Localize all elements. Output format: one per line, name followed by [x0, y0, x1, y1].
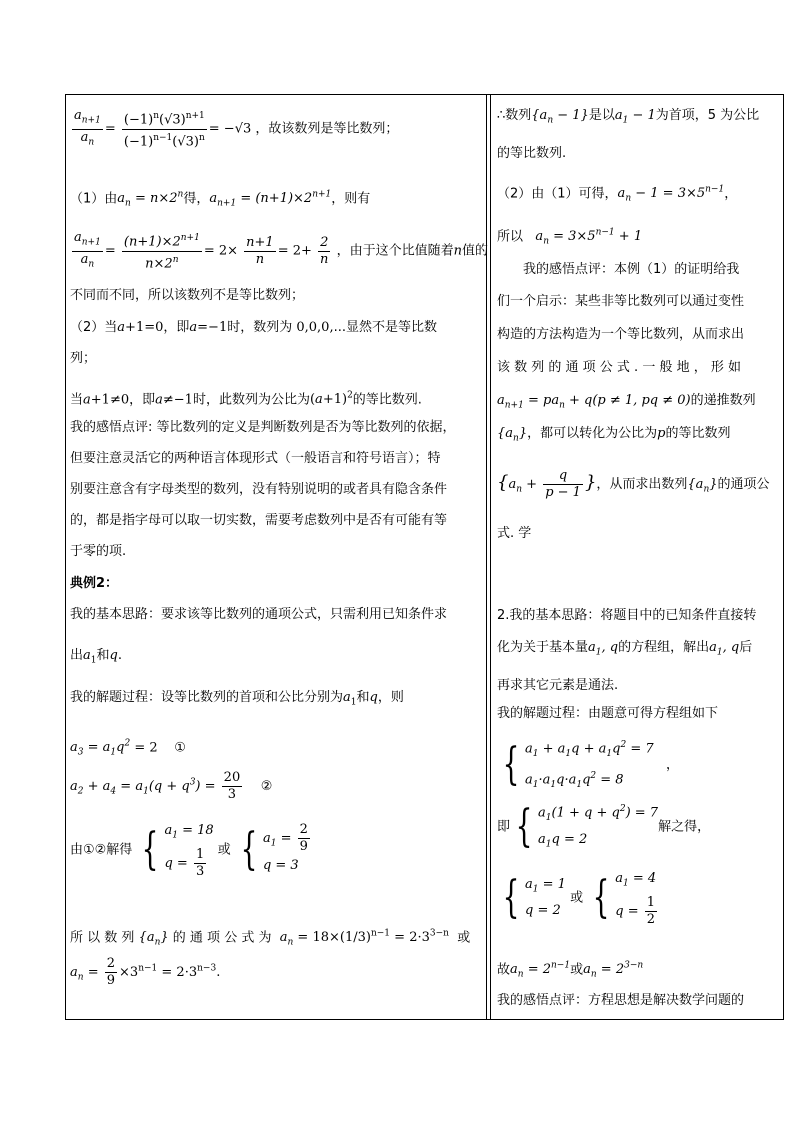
text-line: 2.我的基本思路：将题目中的已知条件直接转 — [497, 608, 757, 623]
text: 是以 — [588, 108, 615, 123]
text: 的递推数列 — [690, 393, 756, 408]
text-line: $a_{n+1} = pa_n + q(p \ne 1$, pq ≠ 0)的递推数列 — [497, 393, 756, 411]
text-line: 们一个启示：某些非等比数列可以通过变性 — [497, 294, 745, 309]
text-line: 出$a_1$和q. — [70, 648, 122, 666]
text: （2）当 — [70, 320, 118, 335]
text-line: 构造的方法构造为一个等比数列，从而求出 — [497, 327, 745, 342]
text-line: 我的基本思路：要求该等比数列的通项公式，只需利用已知条件求 — [70, 607, 448, 622]
circle-label: ② — [260, 779, 273, 794]
text-line: 所以 $a_n = 3\times 5^{n-1} + 1$ — [497, 228, 643, 247]
text-line: 的等比数列. — [497, 146, 567, 161]
text: ，都可以转化为公比为 — [527, 426, 658, 441]
text: 由①②解得 — [70, 842, 133, 858]
text-line: 我的解题过程：由题意可得方程组如下 — [497, 706, 719, 721]
text: ，则有 — [331, 191, 371, 207]
ratio-line: $\frac{a_{n+1}}{a_n}$ = $\frac{(-1)^n(√3)^{n+1}}{(-1)^{n-1}(√3)^n}$ = −√3 ，故该数列是等比数列； — [74, 108, 399, 149]
text-line: 不同而不同，所以该数列不是等比数列； — [70, 288, 305, 303]
text: 的方程组，解出 — [618, 640, 710, 655]
text-line: 所 以 数 列 $\{a_n\}$ 的 通 项 公 式 为 $a_n = 18\times(1/3)^{n-1} = 2\cdot 3^{3-n}$ 或 — [70, 929, 471, 948]
text-line: 列； — [70, 351, 97, 366]
text-line: 我的解题过程：设等比数列的首项和公比分别为$a_1$和q，则 — [70, 690, 404, 708]
text-line: 式. 学 — [497, 526, 532, 541]
text: ，由于这个比值随着 — [336, 243, 454, 259]
text: 得， — [183, 191, 210, 207]
text: ， — [666, 757, 680, 773]
text: 当 — [70, 392, 84, 408]
text: （2）由（1）可得， — [497, 186, 618, 202]
text: 我的解题过程：设等比数列的首项和公比分别为 — [70, 690, 344, 705]
text-line: 该 数 列 的 通 项 公 式 . 一 般 地 ， 形 如 — [497, 360, 741, 375]
text: ，故该数列是等比数列； — [255, 121, 399, 137]
text: 的 通 项 公 式 为 — [172, 930, 272, 946]
text: 为首项，5 为公比 — [655, 108, 760, 123]
text: 后 — [739, 640, 753, 655]
text-line: 再求其它元素是通法. — [497, 678, 619, 693]
text-line: （2）当a+1=0，即a=−1时，数列为 0,0,0,...显然不是等比数 — [70, 320, 437, 335]
text-line: 我的感悟点评：本例（1）的证明给我 — [523, 262, 740, 277]
text: ...显然不是等比数 — [333, 320, 437, 335]
formula-line: $a_n$ = $\frac{2}{9}$ $\times 3^{n-1} = 2\cdot 3^{n-3}$. — [70, 956, 221, 988]
text-line: （1）由$a_n = n\times 2^n$得，$a_{n+1} = (n+1)\times 2^{n+1}$，则有 — [70, 190, 371, 209]
text: （1）由 — [70, 191, 118, 207]
equation-system: { $a_1 + a_1q + a_1q^2 = 7$ $a_1\cdot a_1q\cdot a_1q^2 = 8$ ， — [502, 738, 680, 790]
circle-label: ① — [174, 740, 186, 756]
text: 或 — [457, 930, 471, 946]
text-line: {$a_n$ + $\frac{q}{p - 1}$ }，从而求出数列$\{a_n\}$的通项公 — [497, 468, 770, 500]
text-line: 我的感悟点评：方程思想是解决数学问题的 — [497, 993, 745, 1008]
text-line: 于零的项. — [70, 544, 127, 559]
column-divider — [490, 94, 491, 1020]
text: ，即 — [163, 320, 190, 335]
text: 和 — [356, 690, 370, 705]
text: ∴数列 — [497, 108, 532, 123]
text: 或 — [570, 890, 584, 906]
text: 所以 — [497, 229, 524, 245]
text: 解之得， — [658, 819, 711, 835]
text-line: 当a+1≠0，即a≠−1时，此数列为公比为$(a+1)^2$的等比数列. — [70, 391, 422, 408]
text: ，即 — [129, 392, 156, 408]
text: 的通项公 — [717, 477, 770, 492]
text: 或 — [217, 842, 231, 858]
text-line: 但要注意灵活它的两种语言体现形式（一般语言和符号语言）；特 — [70, 451, 441, 466]
text-line: 化为关于基本量$a_1$, q的方程组，解出$a_1$, q后 — [497, 640, 753, 658]
text: 即 — [497, 819, 511, 835]
text-line: $\{a_n\}$，都可以转化为公比为p的等比数列 — [497, 426, 731, 444]
text: 化为关于基本量 — [497, 640, 589, 655]
section-heading: 典例2： — [70, 576, 119, 591]
text: ，从而求出数列 — [596, 477, 688, 492]
text: 的等比数列. — [352, 392, 422, 408]
column-divider — [486, 94, 487, 1020]
equation-1: $a_3 = a_1q^2 = 2$ ① — [70, 739, 186, 758]
text-line: 我的感悟点评: 等比数列的定义是判断数列是否为等比数列的依据， — [70, 420, 456, 435]
text: 所 以 数 列 — [70, 930, 135, 946]
text: 故 — [497, 962, 511, 978]
equation-2: $a_2 + a_4 = a_1(q + q^3)$ = $\frac{20}{3}$ ② — [70, 770, 273, 802]
text: 或 — [570, 962, 584, 978]
equation-system: 即 { $a_1(1 + q + q^2) = 7$ $a_1q = 2$ 解之得， — [497, 800, 711, 852]
solution-line: { $a_1 = 1$ q = 2 或 { $a_1 = 4$ q = $\frac{1}{2}$ — [502, 871, 657, 927]
text: 时，数列为 — [227, 320, 293, 335]
solution-line: 由①②解得 { $a_1 = 18$ q = $\frac{1}{3}$ 或 { $a_1$ = $\frac{2}{9}$ q = 3 — [70, 822, 308, 879]
text: 的等比数列 — [665, 426, 731, 441]
formula-line: $\frac{a_{n+1}}{a_n}$ = $\frac{(n+1)\times 2^{n+1}}{n\times 2^n}$ = 2× $\frac{n+1}{n}$ = 2+ $\frac{2}{n}$ ，由于这个比值随着n值的 — [74, 230, 488, 271]
text: 和 — [96, 648, 110, 663]
text-line: ∴数列$\{a_n - 1\}$是以$a_1 - 1$为首项，5 为公比 — [497, 108, 760, 126]
text-line: 的，都是指字母可以取一切实数，需要考虑数列中是否有可能有等 — [70, 513, 448, 528]
text-line: （2）由（1）可得，$a_n - 1 = 3\times 5^{n-1}$， — [497, 185, 738, 204]
text: ，则 — [377, 690, 404, 705]
text: 时，此数列为公比为 — [192, 392, 310, 408]
text-line: 故$a_n = 2^{n-1}$或$a_n = 2^{3-n}$ — [497, 961, 644, 980]
text-line: 别要注意含有字母类型的数列，没有特别说明的或者具有隐含条件 — [70, 482, 448, 497]
text: 出 — [70, 648, 84, 663]
text: 值的 — [461, 243, 488, 259]
